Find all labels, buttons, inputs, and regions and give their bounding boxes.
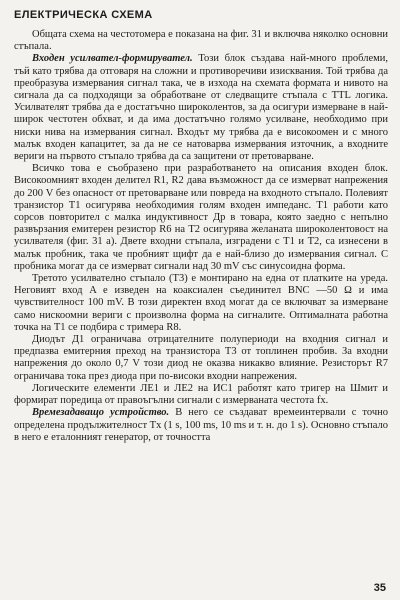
paragraph-5-text: Диодът Д1 ограничава отрицателните полупериоди на входния сигнал и предпазва емитерния преход на транзистора T3 от топлинен пробив. За входни напрежения до около 0,7 V този диод не оказва никакво влияние. Резисторът R7 ограничава тока през диода при по-високи входни напрежения. (14, 334, 388, 382)
paragraph-1 (14, 29, 388, 53)
paragraph-4 (14, 273, 388, 334)
paragraph-4-text: Третото усилвателно стъпало (T3) е монтирано на една от платките на уреда. Неговият вход A е изведен на коаксиален съединител BNC —50 Ω и има чувствителност 100 mV. В този директен вход могат да се включват за измерване само нискоомни вериги с произволна форма на сигналите. Оптималната работна точка на T1 се подбира с тримера R8. (14, 273, 388, 333)
page-number: 35 (373, 582, 386, 594)
paragraph-3-text: Всичко това е съобразено при разработването на описания входен блок. Високоомният входен делител R1, R2 дава възможност да се измерват напрежения до 200 V без опасност от претоварване или повреда на входното стъпало. Полевият транзистор T1 осигурява необходимия голям входен импеданс. T1 работи като сорсов повторител с малка индуктивност Др в товара, която заедно с непълно развързания емитерен резистор R6 на T2 осигурява желаната широколентовост на усилвателя (фиг. 31 a). Двете входни стъпала, изградени с T1 и T2, са изнесени в малък пробник, така че пробният щифт да е най-близо до измервания сигнал. С пробника могат да се измерват сигнали над 30 mV със синусоидна форма. (14, 163, 388, 272)
paragraph-2 (14, 53, 388, 163)
paragraph-6-text: Логическите елементи ЛЕ1 и ЛЕ2 на ИС1 работят като тригер на Шмит и формират поредица от правоъгълни сигнали с измерваната честота fx. (14, 382, 388, 407)
paragraph-7-text: В него се създават времеинтервали с точно определена продължителност Tx (1 s, 100 ms, 10 ms и т. н. до 1 s). Основно стъпало в него е еталонният генератор, от точността (14, 407, 388, 443)
paragraph-6 (14, 383, 388, 407)
paragraph-3 (14, 163, 388, 273)
paragraph-7-lead: Времезадаващо устройство. (32, 407, 170, 419)
paragraph-5 (14, 334, 388, 383)
paragraph-2-text: Този блок създава най-много проблеми, тъй като трябва да отговаря на сложни и противоречиви изисквания. Той трябва да преобразува измервания сигнал така, че в изхода на схемата формата и нивото на сигнала да са подходящи за обработване от следващите стъпала с ТТL логика. Усилвателят трябва да е достатъчно широколентов, за да осигури измерване в най-широк честотен обхват, и да има достатъчно голямо усилване, необходимо при ниски нива на измервания сигнал. Входът му трябва да е високоомен и с много малък входен капацитет, за да не се натоварва измервания източник, а входните вериги на първото стъпало трябва да са защитени от претоварване. (14, 53, 388, 163)
paragraph-1-text: Общата схема на честотомера е показана на фиг. 31 и включва няколко основни стъпала. (14, 29, 388, 53)
paragraph-2-lead: Входен усилвател-формирувател. (32, 53, 193, 65)
section-heading: ЕЛЕКТРИЧЕСКА СХЕМА (14, 9, 153, 21)
paragraph-7 (14, 407, 388, 444)
